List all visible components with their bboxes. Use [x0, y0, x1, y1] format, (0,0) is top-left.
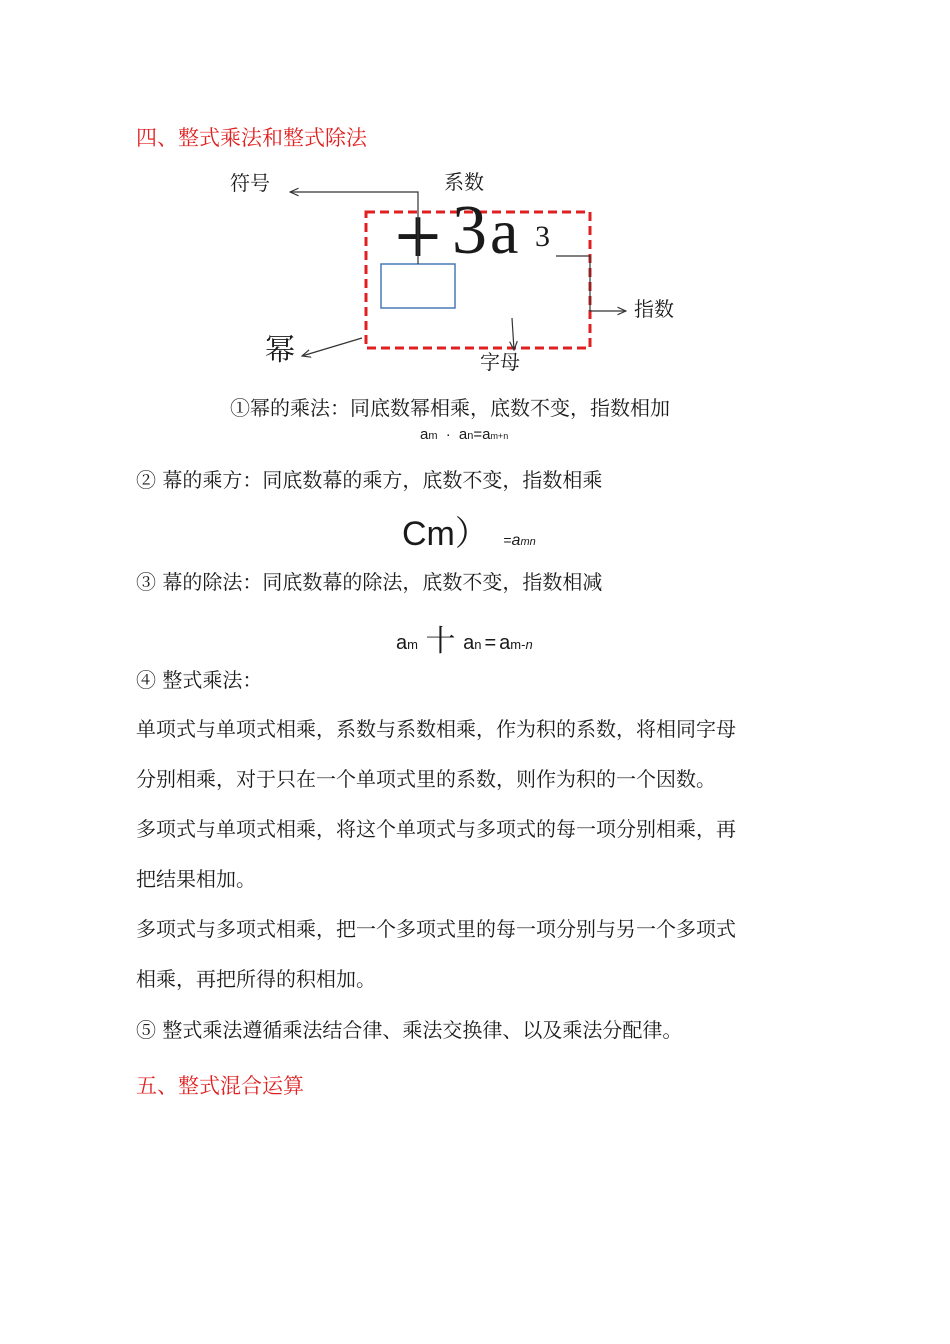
- rule-4-line: 多项式与多项式相乘，把一个多项式里的每一项分别与另一个多项式: [136, 917, 736, 941]
- f3-a2: a: [463, 632, 475, 654]
- f1-m: m: [428, 430, 438, 442]
- rule-4-line: 分别相乘，对于只在一个单项式里的系数，则作为积的一个因数。: [136, 767, 716, 791]
- f2-exp: mn: [520, 536, 536, 548]
- rule-2-text: ② 幕的乘方：同底数幕的乘方，底数不变，指数相乘: [136, 468, 603, 492]
- rule-3-text: ③ 幕的除法：同底数幕的除法，底数不变，指数相减: [136, 570, 603, 594]
- rule-1-formula: [420, 426, 508, 443]
- f3-a1: a: [396, 632, 408, 654]
- f3-n: n: [474, 637, 482, 652]
- f1-dot: ·: [445, 426, 451, 443]
- label-exponent: 指数: [634, 297, 674, 321]
- rule-4-title: ④ 整式乘法：: [136, 668, 263, 692]
- rule-2-formula: [402, 506, 536, 555]
- f3-mexp: m-: [510, 637, 526, 652]
- f2-eq: =: [503, 532, 512, 548]
- term-letter: a: [490, 196, 519, 267]
- f1-a2: a: [458, 426, 468, 443]
- power-leader-line: [302, 338, 362, 356]
- section-5-heading: 五、整式混合运算: [136, 1074, 304, 1098]
- f3-nexp: n: [525, 637, 533, 652]
- f3-m: m: [407, 637, 418, 652]
- rule-4-line: 单项式与单项式相乘，系数与系数相乘，作为积的系数，将相同字母: [136, 717, 736, 741]
- f3-a3: a: [499, 632, 511, 654]
- rule-4-line: 多项式与单项式相乘，将这个单项式与多项式的每一项分别相乘，再: [136, 817, 736, 841]
- term-sign: +: [392, 198, 444, 271]
- f3-eq: =: [484, 632, 497, 654]
- rule-4-line: 相乘，再把所得的积相加。: [136, 967, 376, 991]
- term-exponent: 3: [535, 220, 550, 253]
- label-sign: 符号: [230, 171, 270, 195]
- f2-main: Cm）: [402, 515, 489, 553]
- label-coefficient: 系数: [444, 170, 484, 194]
- rule-4-line: 把结果相加。: [136, 867, 256, 891]
- f3-op: 十: [425, 624, 456, 659]
- f1-a3: a: [482, 426, 491, 443]
- f1-eq: =: [473, 426, 483, 443]
- f1-mn: m+n: [490, 431, 509, 441]
- letter-leader-line: [512, 318, 514, 350]
- f2-a: a: [511, 532, 521, 549]
- label-letter: 字母: [480, 350, 520, 374]
- term-coefficient: 3: [452, 192, 487, 269]
- label-power: 幂: [265, 333, 295, 368]
- f1-n: n: [467, 430, 474, 442]
- rule-5-text: ⑤ 整式乘法遵循乘法结合律、乘法交换律、以及乘法分配律。: [136, 1018, 683, 1042]
- rule-1-text: ①幂的乘法：同底数幂相乘，底数不变，指数相加: [230, 396, 670, 420]
- rule-3-formula: [396, 614, 533, 658]
- f1-a1: a: [420, 426, 429, 443]
- monomial-structure-diagram: [0, 0, 950, 400]
- section-4-heading: 四、整式乘法和整式除法: [136, 126, 367, 150]
